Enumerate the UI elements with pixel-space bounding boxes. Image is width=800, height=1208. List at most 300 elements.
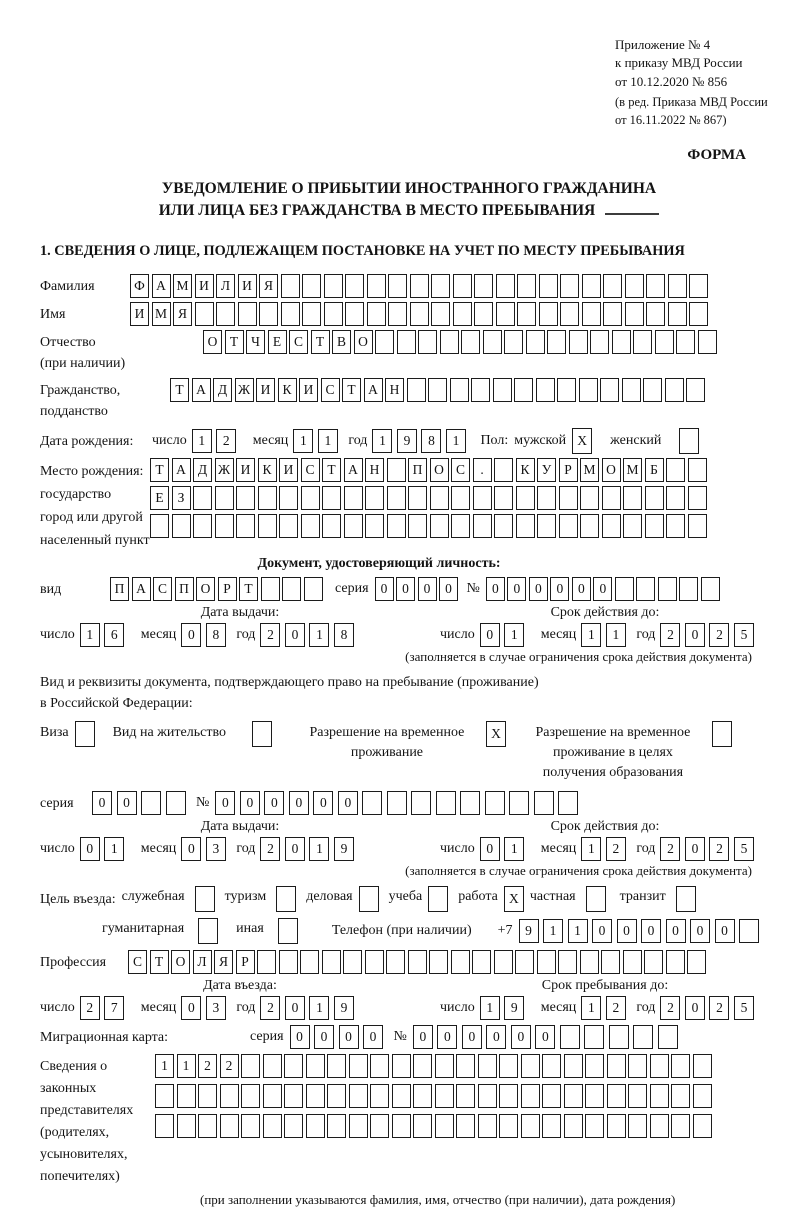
birth-place-row3[interactable] bbox=[150, 514, 709, 538]
char-cell[interactable]: 0 bbox=[690, 919, 710, 943]
char-cell[interactable]: 0 bbox=[480, 623, 500, 647]
char-cell[interactable]: 0 bbox=[396, 577, 415, 601]
char-cell[interactable]: И bbox=[130, 302, 149, 326]
char-cell[interactable] bbox=[327, 1054, 346, 1078]
char-cell[interactable]: Е bbox=[150, 486, 169, 510]
char-cell[interactable]: Р bbox=[218, 577, 237, 601]
char-cell[interactable]: С bbox=[301, 458, 320, 482]
char-cell[interactable] bbox=[370, 1054, 389, 1078]
char-cell[interactable] bbox=[166, 791, 186, 815]
char-cell[interactable] bbox=[195, 886, 215, 912]
char-cell[interactable] bbox=[689, 274, 708, 298]
char-cell[interactable] bbox=[526, 330, 545, 354]
doc-series-input[interactable] bbox=[375, 577, 461, 601]
char-cell[interactable]: Б bbox=[645, 458, 664, 482]
char-cell[interactable] bbox=[362, 791, 382, 815]
char-cell[interactable] bbox=[324, 274, 343, 298]
char-cell[interactable] bbox=[411, 791, 431, 815]
char-cell[interactable] bbox=[478, 1054, 497, 1078]
char-cell[interactable] bbox=[435, 1114, 454, 1138]
char-cell[interactable]: 3 bbox=[206, 837, 226, 861]
char-cell[interactable] bbox=[461, 330, 480, 354]
char-cell[interactable]: 0 bbox=[363, 1025, 383, 1049]
char-cell[interactable] bbox=[603, 274, 622, 298]
expiry-year-input[interactable] bbox=[660, 623, 758, 647]
char-cell[interactable] bbox=[686, 378, 705, 402]
char-cell[interactable] bbox=[687, 950, 706, 974]
char-cell[interactable]: А bbox=[344, 458, 363, 482]
char-cell[interactable] bbox=[198, 918, 218, 944]
char-cell[interactable]: Ф bbox=[130, 274, 149, 298]
char-cell[interactable]: О bbox=[171, 950, 190, 974]
char-cell[interactable] bbox=[633, 1025, 653, 1049]
char-cell[interactable]: Д bbox=[193, 458, 212, 482]
char-cell[interactable]: 0 bbox=[339, 1025, 359, 1049]
char-cell[interactable]: Ж bbox=[235, 378, 254, 402]
char-cell[interactable] bbox=[345, 274, 364, 298]
char-cell[interactable] bbox=[281, 274, 300, 298]
purpose-study-checkbox[interactable] bbox=[428, 886, 448, 912]
char-cell[interactable]: А bbox=[192, 378, 211, 402]
char-cell[interactable]: 1 bbox=[543, 919, 563, 943]
char-cell[interactable] bbox=[586, 886, 606, 912]
char-cell[interactable] bbox=[517, 274, 536, 298]
char-cell[interactable] bbox=[150, 514, 169, 538]
char-cell[interactable] bbox=[560, 302, 579, 326]
char-cell[interactable]: А bbox=[132, 577, 151, 601]
entry-day-input[interactable] bbox=[80, 996, 129, 1020]
char-cell[interactable] bbox=[693, 1054, 712, 1078]
char-cell[interactable] bbox=[474, 302, 493, 326]
char-cell[interactable] bbox=[279, 486, 298, 510]
char-cell[interactable] bbox=[712, 721, 732, 747]
char-cell[interactable] bbox=[582, 274, 601, 298]
char-cell[interactable] bbox=[349, 1114, 368, 1138]
char-cell[interactable] bbox=[408, 514, 427, 538]
purpose-humanitarian-checkbox[interactable] bbox=[198, 918, 218, 944]
char-cell[interactable] bbox=[547, 330, 566, 354]
char-cell[interactable]: 1 bbox=[606, 623, 626, 647]
char-cell[interactable]: 0 bbox=[715, 919, 735, 943]
char-cell[interactable] bbox=[177, 1114, 196, 1138]
char-cell[interactable] bbox=[345, 302, 364, 326]
char-cell[interactable]: 0 bbox=[486, 577, 505, 601]
char-cell[interactable] bbox=[485, 791, 505, 815]
char-cell[interactable] bbox=[220, 1114, 239, 1138]
char-cell[interactable] bbox=[625, 302, 644, 326]
char-cell[interactable] bbox=[301, 514, 320, 538]
char-cell[interactable] bbox=[301, 486, 320, 510]
char-cell[interactable] bbox=[539, 302, 558, 326]
char-cell[interactable]: К bbox=[258, 458, 277, 482]
char-cell[interactable] bbox=[504, 330, 523, 354]
char-cell[interactable] bbox=[542, 1054, 561, 1078]
char-cell[interactable]: 0 bbox=[92, 791, 112, 815]
residence-series-input[interactable] bbox=[92, 791, 190, 815]
residence-expiry-month-input[interactable] bbox=[581, 837, 630, 861]
char-cell[interactable] bbox=[282, 577, 301, 601]
char-cell[interactable] bbox=[344, 486, 363, 510]
char-cell[interactable] bbox=[300, 950, 319, 974]
char-cell[interactable] bbox=[453, 302, 472, 326]
char-cell[interactable] bbox=[537, 514, 556, 538]
char-cell[interactable] bbox=[688, 514, 707, 538]
representatives-row3[interactable] bbox=[155, 1114, 714, 1138]
char-cell[interactable]: О bbox=[196, 577, 215, 601]
purpose-official-checkbox[interactable] bbox=[195, 886, 215, 912]
char-cell[interactable] bbox=[141, 791, 161, 815]
char-cell[interactable]: 7 bbox=[104, 996, 124, 1020]
char-cell[interactable] bbox=[397, 330, 416, 354]
char-cell[interactable] bbox=[306, 1054, 325, 1078]
char-cell[interactable]: М bbox=[580, 458, 599, 482]
char-cell[interactable]: 0 bbox=[511, 1025, 531, 1049]
char-cell[interactable] bbox=[493, 378, 512, 402]
char-cell[interactable] bbox=[517, 302, 536, 326]
char-cell[interactable] bbox=[263, 1084, 282, 1108]
char-cell[interactable]: 1 bbox=[581, 996, 601, 1020]
char-cell[interactable]: И bbox=[195, 274, 214, 298]
char-cell[interactable]: 1 bbox=[504, 623, 524, 647]
char-cell[interactable]: 9 bbox=[519, 919, 539, 943]
char-cell[interactable] bbox=[679, 577, 698, 601]
char-cell[interactable] bbox=[665, 378, 684, 402]
char-cell[interactable]: 2 bbox=[220, 1054, 239, 1078]
char-cell[interactable] bbox=[516, 486, 535, 510]
char-cell[interactable] bbox=[483, 330, 502, 354]
char-cell[interactable] bbox=[698, 330, 717, 354]
char-cell[interactable] bbox=[509, 791, 529, 815]
char-cell[interactable] bbox=[473, 486, 492, 510]
male-checkbox[interactable] bbox=[572, 428, 592, 454]
char-cell[interactable]: 0 bbox=[314, 1025, 334, 1049]
char-cell[interactable]: Т bbox=[170, 378, 189, 402]
char-cell[interactable]: Р bbox=[236, 950, 255, 974]
char-cell[interactable]: 1 bbox=[104, 837, 124, 861]
char-cell[interactable]: 0 bbox=[666, 919, 686, 943]
char-cell[interactable]: 1 bbox=[309, 837, 329, 861]
char-cell[interactable]: 2 bbox=[606, 996, 626, 1020]
char-cell[interactable]: С bbox=[128, 950, 147, 974]
char-cell[interactable] bbox=[387, 514, 406, 538]
char-cell[interactable] bbox=[215, 486, 234, 510]
char-cell[interactable]: Е bbox=[268, 330, 287, 354]
char-cell[interactable]: 0 bbox=[592, 919, 612, 943]
char-cell[interactable] bbox=[284, 1054, 303, 1078]
char-cell[interactable]: М bbox=[152, 302, 171, 326]
char-cell[interactable]: 1 bbox=[80, 623, 100, 647]
char-cell[interactable] bbox=[521, 1054, 540, 1078]
char-cell[interactable] bbox=[646, 302, 665, 326]
char-cell[interactable] bbox=[542, 1084, 561, 1108]
char-cell[interactable] bbox=[349, 1054, 368, 1078]
char-cell[interactable] bbox=[609, 1025, 629, 1049]
char-cell[interactable]: 0 bbox=[437, 1025, 457, 1049]
char-cell[interactable]: З bbox=[172, 486, 191, 510]
char-cell[interactable] bbox=[306, 1114, 325, 1138]
char-cell[interactable] bbox=[392, 1054, 411, 1078]
char-cell[interactable]: О bbox=[430, 458, 449, 482]
char-cell[interactable]: 2 bbox=[660, 837, 680, 861]
char-cell[interactable] bbox=[370, 1084, 389, 1108]
residence-expiry-day-input[interactable] bbox=[480, 837, 529, 861]
char-cell[interactable] bbox=[636, 577, 655, 601]
char-cell[interactable]: П bbox=[408, 458, 427, 482]
char-cell[interactable] bbox=[521, 1084, 540, 1108]
char-cell[interactable] bbox=[472, 950, 491, 974]
char-cell[interactable]: 0 bbox=[285, 996, 305, 1020]
char-cell[interactable] bbox=[440, 330, 459, 354]
char-cell[interactable]: 0 bbox=[285, 837, 305, 861]
temp-residence-edu-checkbox[interactable] bbox=[712, 721, 732, 747]
char-cell[interactable] bbox=[494, 486, 513, 510]
char-cell[interactable] bbox=[430, 514, 449, 538]
char-cell[interactable] bbox=[435, 1084, 454, 1108]
char-cell[interactable] bbox=[215, 514, 234, 538]
char-cell[interactable]: 0 bbox=[289, 791, 309, 815]
char-cell[interactable] bbox=[238, 302, 257, 326]
char-cell[interactable] bbox=[198, 1114, 217, 1138]
char-cell[interactable] bbox=[515, 950, 534, 974]
female-checkbox[interactable] bbox=[679, 428, 699, 454]
char-cell[interactable] bbox=[539, 274, 558, 298]
char-cell[interactable]: У bbox=[537, 458, 556, 482]
char-cell[interactable] bbox=[430, 486, 449, 510]
temp-residence-checkbox[interactable] bbox=[486, 721, 506, 747]
char-cell[interactable] bbox=[258, 514, 277, 538]
char-cell[interactable] bbox=[628, 1084, 647, 1108]
char-cell[interactable]: И bbox=[238, 274, 257, 298]
char-cell[interactable]: 8 bbox=[334, 623, 354, 647]
char-cell[interactable] bbox=[607, 1084, 626, 1108]
char-cell[interactable] bbox=[241, 1114, 260, 1138]
char-cell[interactable] bbox=[628, 1054, 647, 1078]
char-cell[interactable]: 0 bbox=[593, 577, 612, 601]
char-cell[interactable] bbox=[451, 486, 470, 510]
char-cell[interactable] bbox=[435, 1054, 454, 1078]
char-cell[interactable]: 0 bbox=[181, 623, 201, 647]
char-cell[interactable]: Л bbox=[216, 274, 235, 298]
char-cell[interactable]: М bbox=[623, 458, 642, 482]
char-cell[interactable] bbox=[494, 950, 513, 974]
char-cell[interactable] bbox=[569, 330, 588, 354]
char-cell[interactable] bbox=[257, 950, 276, 974]
char-cell[interactable]: 0 bbox=[572, 577, 591, 601]
char-cell[interactable] bbox=[388, 302, 407, 326]
char-cell[interactable] bbox=[172, 514, 191, 538]
char-cell[interactable]: 0 bbox=[480, 837, 500, 861]
char-cell[interactable] bbox=[560, 274, 579, 298]
residence-expiry-year-input[interactable] bbox=[660, 837, 758, 861]
char-cell[interactable] bbox=[456, 1084, 475, 1108]
char-cell[interactable] bbox=[668, 274, 687, 298]
residence-issue-day-input[interactable] bbox=[80, 837, 129, 861]
char-cell[interactable] bbox=[259, 302, 278, 326]
char-cell[interactable] bbox=[281, 302, 300, 326]
char-cell[interactable] bbox=[625, 274, 644, 298]
char-cell[interactable] bbox=[451, 514, 470, 538]
char-cell[interactable]: . bbox=[473, 458, 492, 482]
char-cell[interactable] bbox=[460, 791, 480, 815]
char-cell[interactable]: П bbox=[175, 577, 194, 601]
char-cell[interactable] bbox=[658, 577, 677, 601]
visa-checkbox[interactable] bbox=[75, 721, 95, 747]
char-cell[interactable] bbox=[559, 514, 578, 538]
representatives-row2[interactable] bbox=[155, 1084, 714, 1108]
char-cell[interactable] bbox=[241, 1084, 260, 1108]
char-cell[interactable] bbox=[276, 886, 296, 912]
char-cell[interactable]: 9 bbox=[334, 837, 354, 861]
issue-year-input[interactable] bbox=[260, 623, 358, 647]
char-cell[interactable] bbox=[628, 1114, 647, 1138]
char-cell[interactable] bbox=[367, 274, 386, 298]
char-cell[interactable] bbox=[602, 514, 621, 538]
char-cell[interactable]: 1 bbox=[504, 837, 524, 861]
char-cell[interactable]: 0 bbox=[313, 791, 333, 815]
char-cell[interactable] bbox=[658, 1025, 678, 1049]
patronymic-input[interactable] bbox=[203, 330, 719, 354]
char-cell[interactable] bbox=[258, 486, 277, 510]
char-cell[interactable]: И bbox=[299, 378, 318, 402]
char-cell[interactable] bbox=[580, 486, 599, 510]
char-cell[interactable] bbox=[387, 458, 406, 482]
char-cell[interactable]: 0 bbox=[375, 577, 394, 601]
char-cell[interactable] bbox=[478, 1084, 497, 1108]
char-cell[interactable] bbox=[666, 458, 685, 482]
char-cell[interactable] bbox=[645, 514, 664, 538]
char-cell[interactable]: И bbox=[279, 458, 298, 482]
char-cell[interactable] bbox=[580, 950, 599, 974]
char-cell[interactable]: 0 bbox=[413, 1025, 433, 1049]
residence-permit-checkbox[interactable] bbox=[252, 721, 272, 747]
char-cell[interactable] bbox=[516, 514, 535, 538]
char-cell[interactable] bbox=[429, 950, 448, 974]
char-cell[interactable]: 2 bbox=[606, 837, 626, 861]
char-cell[interactable]: 5 bbox=[734, 996, 754, 1020]
char-cell[interactable] bbox=[671, 1114, 690, 1138]
char-cell[interactable]: О bbox=[602, 458, 621, 482]
char-cell[interactable] bbox=[739, 919, 759, 943]
char-cell[interactable] bbox=[644, 950, 663, 974]
issue-day-input[interactable] bbox=[80, 623, 129, 647]
char-cell[interactable] bbox=[387, 791, 407, 815]
char-cell[interactable] bbox=[534, 791, 554, 815]
char-cell[interactable]: 0 bbox=[240, 791, 260, 815]
char-cell[interactable] bbox=[407, 378, 426, 402]
char-cell[interactable] bbox=[456, 1054, 475, 1078]
char-cell[interactable] bbox=[607, 1054, 626, 1078]
char-cell[interactable] bbox=[473, 514, 492, 538]
char-cell[interactable]: X bbox=[572, 428, 592, 454]
char-cell[interactable]: 2 bbox=[260, 837, 280, 861]
char-cell[interactable] bbox=[633, 330, 652, 354]
char-cell[interactable]: 2 bbox=[709, 996, 729, 1020]
char-cell[interactable]: В bbox=[332, 330, 351, 354]
char-cell[interactable]: 5 bbox=[734, 837, 754, 861]
char-cell[interactable] bbox=[666, 950, 685, 974]
char-cell[interactable]: 0 bbox=[290, 1025, 310, 1049]
char-cell[interactable]: 0 bbox=[617, 919, 637, 943]
migration-series-input[interactable] bbox=[290, 1025, 388, 1049]
char-cell[interactable] bbox=[456, 1114, 475, 1138]
char-cell[interactable] bbox=[557, 378, 576, 402]
char-cell[interactable]: X bbox=[486, 721, 506, 747]
char-cell[interactable] bbox=[645, 486, 664, 510]
purpose-transit-checkbox[interactable] bbox=[676, 886, 696, 912]
char-cell[interactable] bbox=[590, 330, 609, 354]
char-cell[interactable] bbox=[537, 950, 556, 974]
char-cell[interactable] bbox=[324, 302, 343, 326]
char-cell[interactable] bbox=[564, 1054, 583, 1078]
char-cell[interactable] bbox=[322, 486, 341, 510]
char-cell[interactable]: 0 bbox=[80, 837, 100, 861]
char-cell[interactable] bbox=[537, 486, 556, 510]
char-cell[interactable]: Я bbox=[214, 950, 233, 974]
char-cell[interactable]: 0 bbox=[117, 791, 137, 815]
char-cell[interactable] bbox=[650, 1084, 669, 1108]
char-cell[interactable] bbox=[564, 1114, 583, 1138]
purpose-business-checkbox[interactable] bbox=[359, 886, 379, 912]
char-cell[interactable]: Ч bbox=[246, 330, 265, 354]
char-cell[interactable] bbox=[344, 514, 363, 538]
char-cell[interactable] bbox=[612, 330, 631, 354]
char-cell[interactable] bbox=[679, 428, 699, 454]
char-cell[interactable] bbox=[278, 918, 298, 944]
char-cell[interactable] bbox=[198, 1084, 217, 1108]
char-cell[interactable] bbox=[496, 274, 515, 298]
char-cell[interactable] bbox=[602, 486, 621, 510]
birth-month-input[interactable] bbox=[293, 429, 342, 453]
char-cell[interactable] bbox=[413, 1114, 432, 1138]
char-cell[interactable] bbox=[496, 302, 515, 326]
char-cell[interactable] bbox=[585, 1084, 604, 1108]
birth-day-input[interactable] bbox=[192, 429, 241, 453]
doc-number-input[interactable] bbox=[486, 577, 723, 601]
char-cell[interactable] bbox=[601, 950, 620, 974]
char-cell[interactable]: А bbox=[172, 458, 191, 482]
char-cell[interactable]: Т bbox=[322, 458, 341, 482]
char-cell[interactable] bbox=[359, 886, 379, 912]
char-cell[interactable]: И bbox=[256, 378, 275, 402]
birth-place-row2[interactable] bbox=[150, 486, 709, 510]
profession-input[interactable] bbox=[128, 950, 709, 974]
char-cell[interactable] bbox=[302, 302, 321, 326]
representatives-row1[interactable] bbox=[155, 1054, 714, 1078]
char-cell[interactable] bbox=[688, 486, 707, 510]
char-cell[interactable] bbox=[514, 378, 533, 402]
char-cell[interactable] bbox=[499, 1114, 518, 1138]
char-cell[interactable]: 0 bbox=[685, 623, 705, 647]
entry-year-input[interactable] bbox=[260, 996, 358, 1020]
char-cell[interactable]: 2 bbox=[660, 623, 680, 647]
char-cell[interactable] bbox=[688, 458, 707, 482]
char-cell[interactable] bbox=[279, 514, 298, 538]
char-cell[interactable]: 0 bbox=[215, 791, 235, 815]
char-cell[interactable] bbox=[431, 274, 450, 298]
char-cell[interactable]: 0 bbox=[418, 577, 437, 601]
char-cell[interactable]: Р bbox=[559, 458, 578, 482]
char-cell[interactable]: Т bbox=[342, 378, 361, 402]
char-cell[interactable] bbox=[693, 1114, 712, 1138]
char-cell[interactable] bbox=[195, 302, 214, 326]
char-cell[interactable] bbox=[666, 514, 685, 538]
char-cell[interactable]: 1 bbox=[480, 996, 500, 1020]
char-cell[interactable] bbox=[343, 950, 362, 974]
char-cell[interactable] bbox=[413, 1084, 432, 1108]
char-cell[interactable] bbox=[478, 1114, 497, 1138]
char-cell[interactable]: 2 bbox=[260, 623, 280, 647]
char-cell[interactable] bbox=[582, 302, 601, 326]
